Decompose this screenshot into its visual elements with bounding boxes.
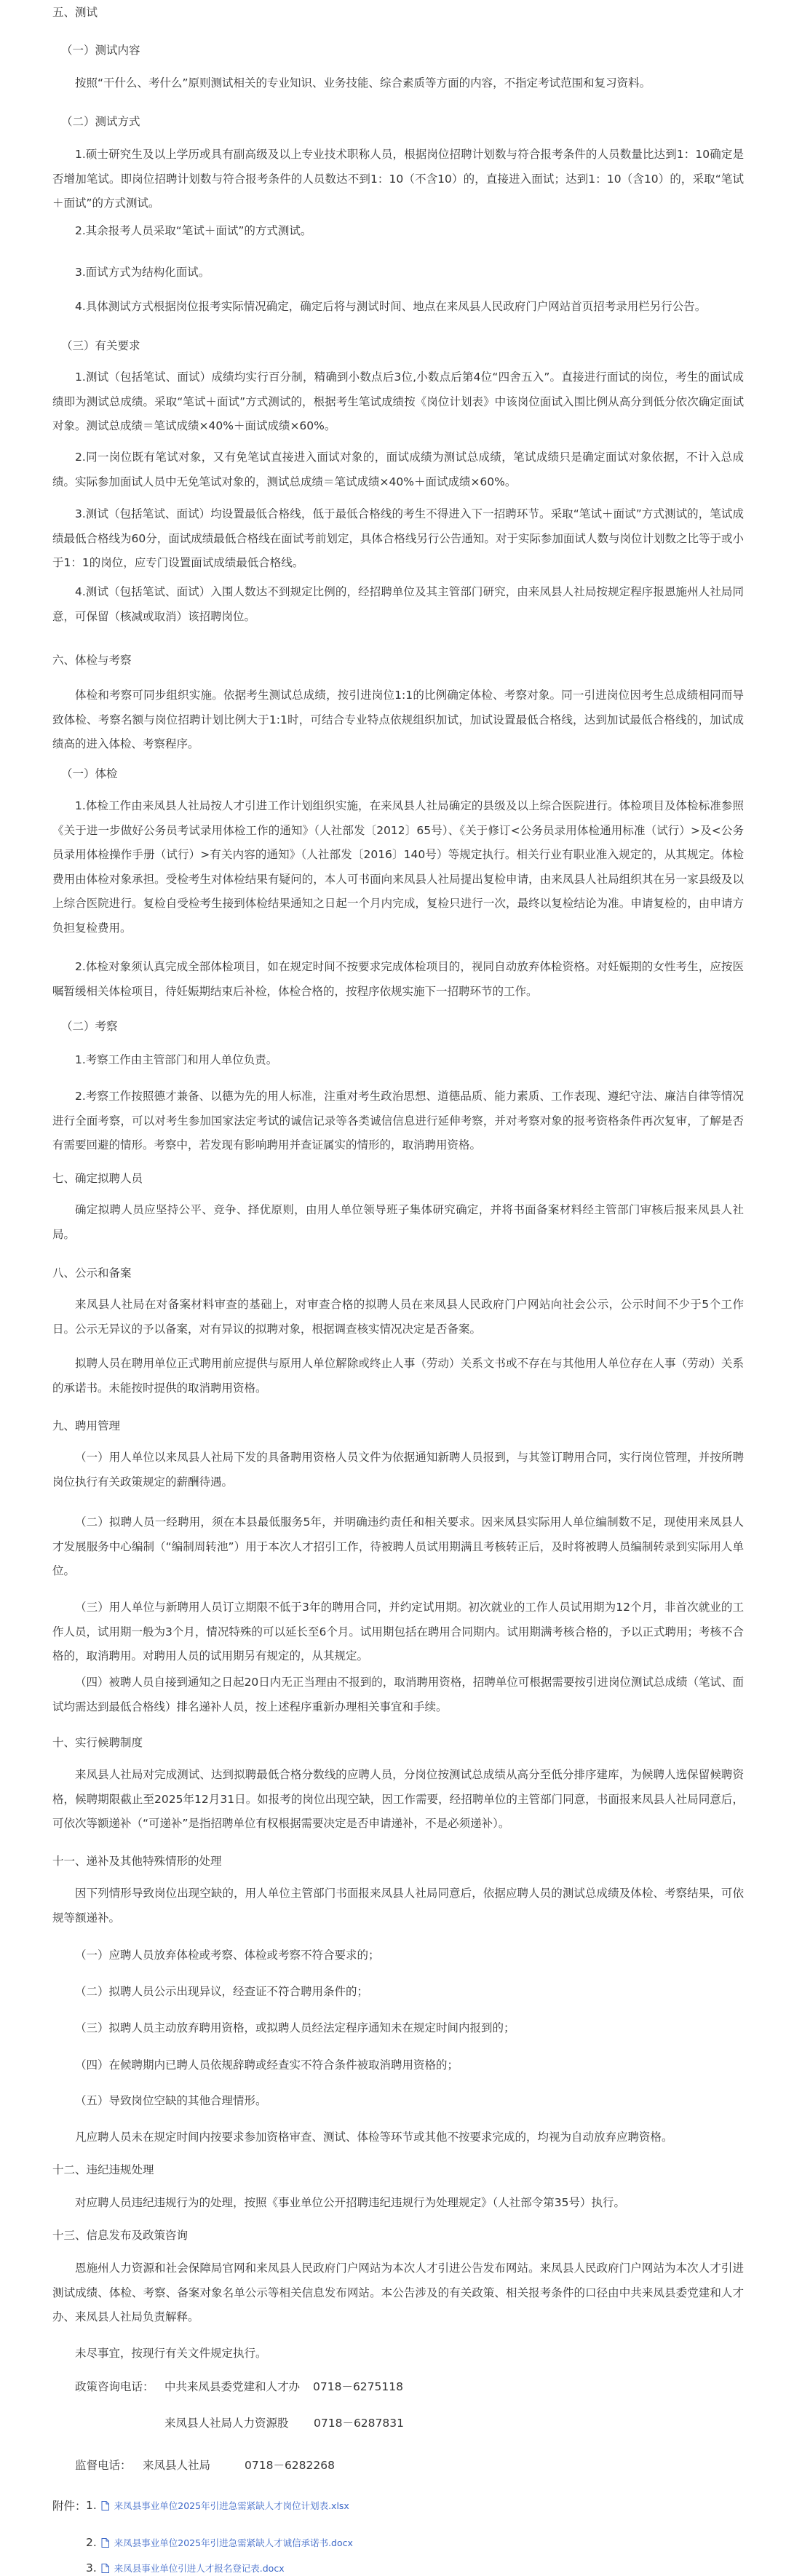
section-title-10: 十、实行候聘制度: [52, 1736, 143, 1749]
paragraph: 来凤县人社局在对备案材料审查的基础上，对审查合格的拟聘人员在来凤县人民政府门户网站向社会公示，公示时间不少于5个工作日。公示无异议的予以备案，对有异议的拟聘对象，根据调查核实情况决定是否备案。: [52, 1298, 744, 1336]
supervise-tel: 0718－6282268: [245, 2459, 335, 2472]
consult-org-2: 来凤县人社局人力资源股: [164, 2417, 289, 2430]
supervise-phone-label: 监督电话：: [75, 2459, 132, 2472]
paragraph: 4.具体测试方式根据岗位报考实际情况确定，确定后将与测试时间、地点在来凤县人民政府门户网站首页招考录用栏另行公告。: [75, 300, 707, 313]
paragraph: （三）用人单位与新聘用人员订立期限不低于3年的聘用合同，并约定试用期。初次就业的工作人员试用期为12个月，非首次就业的工作人员，试用期一般为3个月，情况特殊的可以延长至6个月。试用期包括在聘用合同期内。试用期满考核合格的，予以正式聘用；考核不合格的，取消聘用。对聘用人员的试用期另有规定的，从其规定。: [52, 1601, 744, 1662]
paragraph: 未尽事宜，按现行有关文件规定执行。: [75, 2347, 267, 2360]
attachment-item[interactable]: [86, 2499, 349, 2513]
consult-tel-1: 0718－6275118: [313, 2380, 403, 2393]
section-title-12: 十二、违纪违规处理: [52, 2163, 154, 2176]
paragraph: （四）被聘人员自接到通知之日起20日内无正当理由不报到的，取消聘用资格，招聘单位可根据需要按引进岗位测试总成绩（笔试、面试均需达到最低合格线）排名递补人员，按上述程序重新办理相关事宜和手续。: [52, 1676, 744, 1713]
section-title-9: 九、聘用管理: [52, 1419, 121, 1432]
paragraph: 4.测试（包括笔试、面试）入围人数达不到规定比例的，经招聘单位及其主管部门研究，由来凤县人社局按规定程序报恩施州人社局同意，可保留（核减或取消）该招聘岗位。: [52, 585, 744, 623]
paragraph: （一）用人单位以来凤县人社局下发的具备聘用资格人员文件为依据通知新聘人员报到，与其签订聘用合同，实行岗位管理，并按所聘岗位执行有关政策规定的薪酬待遇。: [52, 1451, 744, 1489]
paragraph: 拟聘人员在聘用单位正式聘用前应提供与原用人单位解除或终止人事（劳动）关系文书或不存在与其他用人单位存在人事（劳动）关系的承诺书。未能按时提供的取消聘用资格。: [52, 1357, 744, 1395]
paragraph: 确定拟聘人员应坚持公平、竞争、择优原则，由用人单位领导班子集体研究确定，并将书面备案材料经主管部门审核后报来凤县人社局。: [52, 1203, 744, 1241]
subsection-title: （三）有关要求: [61, 339, 140, 352]
consult-org-1: 中共来凤县委党建和人才办: [164, 2380, 301, 2393]
attachment-number: 1.: [86, 2499, 97, 2512]
paragraph: （四）在候聘期内已聘人员依规辞聘或经查实不符合条件被取消聘用资格的；: [75, 2058, 459, 2072]
paragraph: 3.测试（包括笔试、面试）均设置最低合格线，低于最低合格线的考生不得进入下一招聘环节。采取“笔试＋面试”方式测试的，笔试成绩最低合格线为60分，面试成绩最低合格线在面试考前划定，具体合格线另行公告通知。对于实际参加面试人数与岗位计划数之比等于或小于1：1的岗位，应专门设置面试成绩最低合格线。: [52, 507, 744, 569]
section-title-7: 七、确定拟聘人员: [52, 1172, 143, 1185]
paragraph: 1.体检工作由来凤县人社局按人才引进工作计划组织实施，在来凤县人社局确定的县级及以上综合医院进行。体检项目及体检标准参照《关于进一步做好公务员考试录用体检工作的通知》（人社部发〔2012〕65号）、《关于修订<公务员录用体检通用标准（试行）>及<公务员录用体检操作手册（试行）>有关内容的通知》（人社部发〔2016〕140号）等规定执行。相关行业有职业准入规定的，从其规定。体检费用由体检对象承担。受检考生对体检结果有疑问的，本人可书面向来凤县人社局提出复检申请，由来凤县人社局组织其在另一家县级及以上综合医院进行。复检自受检考生接到体检结果通知之日起一个月内完成，复检只进行一次，最终以复检结论为准。申请复检的，由申请方负担复检费用。: [52, 799, 744, 935]
section-title-6: 六、体检与考察: [52, 654, 132, 667]
paragraph: （一）应聘人员放弃体检或考察、体检或考察不符合要求的；: [75, 1949, 380, 1962]
paragraph: 按照“干什么、考什么”原则测试相关的专业知识、业务技能、综合素质等方面的内容，不指定考试范围和复习资料。: [75, 76, 651, 90]
attachment-item[interactable]: [86, 2536, 353, 2550]
file-icon: [101, 2564, 109, 2573]
subsection-title: （二）测试方式: [61, 115, 140, 128]
attachment-item[interactable]: [86, 2561, 285, 2575]
paragraph: 因下列情形导致岗位出现空缺的，用人单位主管部门书面报来凤县人社局同意后，依据应聘人员的测试总成绩及体检、考察结果，可依规等额递补。: [52, 1887, 744, 1925]
section-title-5: 五、测试: [52, 6, 98, 19]
attachment-number: 2.: [86, 2536, 97, 2549]
attachment-number: 3.: [86, 2561, 97, 2575]
paragraph: 2.其余报考人员采取“笔试＋面试”的方式测试。: [75, 224, 312, 237]
attachment-link[interactable]: 来凤县事业单位2025年引进急需紧缺人才岗位计划表.xlsx: [114, 2500, 349, 2511]
section-title-8: 八、公示和备案: [52, 1267, 132, 1280]
paragraph: 来凤县人社局对完成测试、达到拟聘最低合格分数线的应聘人员，分岗位按测试总成绩从高分至低分排序建库，为候聘人选保留候聘资格，候聘期限截止至2025年12月31日。如报考的岗位出现空缺，因工作需要，经招聘单位的主管部门同意，书面报来凤县人社局同意后，可依次等额递补（“可递补”是指招聘单位有权根据需要决定是否申请递补，不是必须递补）。: [52, 1768, 744, 1830]
paragraph: 3.面试方式为结构化面试。: [75, 266, 210, 279]
section-title-13: 十三、信息发布及政策咨询: [52, 2229, 188, 2242]
paragraph: 2.考察工作按照德才兼备、以德为先的用人标准，注重对考生政治思想、道德品质、能力素质、工作表现、遵纪守法、廉洁自律等情况进行全面考察，可以对考生参加国家法定考试的诚信记录等各类诚信信息进行延伸考察，并对考察对象的报考资格条件再次复审，了解是否有需要回避的情形。考察中，若发现有影响聘用并查证属实的情形的，取消聘用资格。: [52, 1090, 744, 1152]
paragraph: 1.硕士研究生及以上学历或具有副高级及以上专业技术职称人员，根据岗位招聘计划数与符合报考条件的人员数量比达到1：10确定是否增加笔试。即岗位招聘计划数与符合报考条件的人员数达不到1：10（不含10）的，直接进入面试；达到1：10（含10）的，采取“笔试＋面试”的方式测试。: [52, 148, 744, 210]
subsection-title: （一）体检: [61, 767, 118, 780]
paragraph: （二）拟聘人员一经聘用，须在本县最低服务5年，并明确违约责任和相关要求。因来凤县实际用人单位编制数不足，现使用来凤县人才发展服务中心编制（“编制周转池”）用于本次人才招引工作，待被聘人员试用期满且考核转正后，及时将被聘人员编制转录到实际用人单位。: [52, 1515, 744, 1577]
paragraph: 2.体检对象须认真完成全部体检项目，如在规定时间不按要求完成体检项目的，视同自动放弃体检资格。对妊娠期的女性考生，应按医嘱暂缓相关体检项目，待妊娠期结束后补检，体检合格的，按程序依规实施下一招聘环节的工作。: [52, 960, 744, 998]
attachments-label: 附件：: [52, 2500, 87, 2513]
consult-phone-label: 政策咨询电话：: [75, 2380, 154, 2393]
file-icon: [101, 2538, 109, 2548]
paragraph: 1.考察工作由主管部门和用人单位负责。: [75, 1053, 278, 1066]
paragraph: （五）导致岗位空缺的其他合理情形。: [75, 2094, 267, 2107]
subsection-title: （二）考察: [61, 1020, 118, 1033]
paragraph: （二）拟聘人员公示出现异议，经查证不符合聘用条件的；: [75, 1985, 369, 1998]
paragraph: 体检和考察可同步组织实施。依据考生测试总成绩，按引进岗位1:1的比例确定体检、考察对象。同一引进岗位因考生总成绩相同而导致体检、考察名额与岗位招聘计划比例大于1:1时，可结合专业特点依规组织加试，加试设置最低合格线，达到加试最低合格线的，加试成绩高的进入体检、考察程序。: [52, 689, 744, 750]
paragraph: 2.同一岗位既有笔试对象，又有免笔试直接进入面试对象的，面试成绩为测试总成绩，笔试成绩只是确定面试对象依据，不计入总成绩。实际参加面试人员中无免笔试对象的，测试总成绩＝笔试成绩×40%＋面试成绩×60%。: [52, 451, 744, 488]
paragraph: 1.测试（包括笔试、面试）成绩均实行百分制，精确到小数点后3位,小数点后第4位“四舍五入”。直接进行面试的岗位，考生的面试成绩即为测试总成绩。采取“笔试＋面试”方式测试的，根据考生笔试成绩按《岗位计划表》中该岗位面试入围比例从高分到低分依次确定面试对象。测试总成绩＝笔试成绩×40%＋面试成绩×60%。: [52, 370, 744, 432]
attachment-link[interactable]: 来凤县事业单位引进人才报名登记表.docx: [114, 2563, 285, 2574]
subsection-title: （一）测试内容: [61, 44, 140, 57]
section-title-11: 十一、递补及其他特殊情形的处理: [52, 1855, 222, 1868]
supervise-org: 来凤县人社局: [143, 2459, 211, 2472]
file-icon: [101, 2501, 109, 2510]
consult-tel-2: 0718－6287831: [314, 2417, 404, 2430]
paragraph: 凡应聘人员未在规定时间内按要求参加资格审查、测试、体检等环节或其他不按要求完成的，均视为自动放弃应聘资格。: [75, 2131, 673, 2144]
paragraph: （三）拟聘人员主动放弃聘用资格，或拟聘人员经法定程序通知未在规定时间内报到的；: [75, 2021, 515, 2034]
attachment-link[interactable]: 来凤县事业单位2025年引进急需紧缺人才诚信承诺书.docx: [114, 2537, 353, 2548]
paragraph: 恩施州人力资源和社会保障局官网和来凤县人民政府门户网站为本次人才引进公告发布网站。来凤县人民政府门户网站为本次人才引进测试成绩、体检、考察、备案对象名单公示等相关信息发布网站。本公告涉及的有关政策、相关报考条件的口径由中共来凤县委党建和人才办、来凤县人社局负责解释。: [52, 2262, 744, 2323]
paragraph: 对应聘人员违纪违规行为的处理，按照《事业单位公开招聘违纪违规行为处理规定》（人社部令第35号）执行。: [75, 2196, 625, 2209]
